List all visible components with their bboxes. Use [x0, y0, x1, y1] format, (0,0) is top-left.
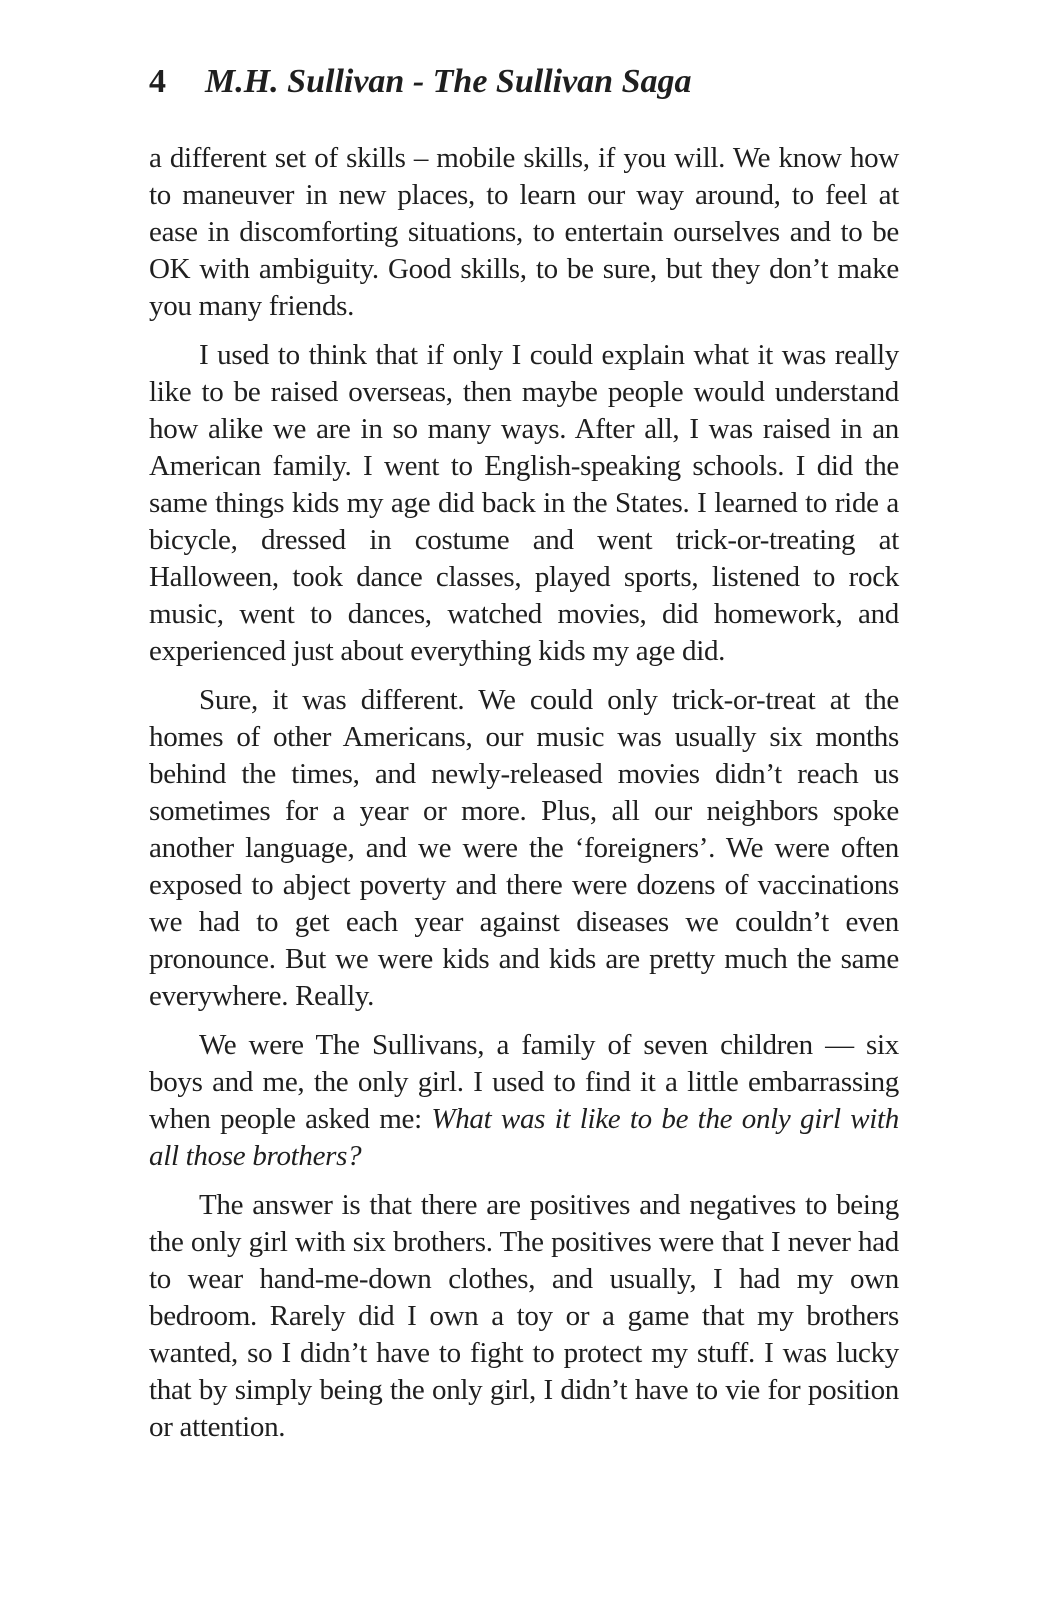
paragraph — [149, 1187, 899, 1446]
text-run: Sure, it was different. We could only trick-or-treat at the homes of other Americans, our music was usually six months behind the times, and newly-released movies didn’t reach us sometimes for a year or more. Plus, all our neighbors spoke another language, and we were the ‘foreigners’. We were often exposed to abject poverty and there were dozens of vaccinations we had to get each year against diseases we couldn’t even pronounce. But we were kids and kids are pretty much the same everywhere. Really. — [149, 684, 899, 1012]
paragraph — [149, 1027, 899, 1175]
running-title: M.H. Sullivan - The Sullivan Saga — [205, 63, 692, 100]
paragraph — [149, 337, 899, 670]
page-body — [149, 140, 899, 1446]
text-run: The answer is that there are positives and negatives to being the only girl with six brothers. The positives were that I never had to wear hand-me-down clothes, and usually, I had my own bedroom. Rarely did I own a toy or a game that my brothers wanted, so I didn’t have to fight to protect my stuff. I was lucky that by simply being the only girl, I didn’t have to vie for position or attention. — [149, 1189, 899, 1443]
page-number: 4 — [149, 63, 166, 100]
italic-text-run: What was it like to be the only girl with all those brothers? — [149, 1103, 899, 1172]
paragraph — [149, 140, 899, 325]
text-run: We were The Sullivans, a family of seven children — six boys and me, the only girl. I used to find it a little embarrassing when people asked me: — [149, 1029, 899, 1135]
text-run: I used to think that if only I could explain what it was really like to be raised overseas, then maybe people would understand how alike we are in so many ways. After all, I was raised in an American family. I went to English-speaking schools. I did the same things kids my age did back in the States. I learned to ride a bicycle, dressed in costume and went trick-or-treating at Halloween, took dance classes, played sports, listened to rock music, went to dances, watched movies, did homework, and experienced just about everything kids my age did. — [149, 339, 899, 667]
paragraph — [149, 682, 899, 1015]
text-run: a different set of skills – mobile skills, if you will. We know how to maneuver in new places, to learn our way around, to feel at ease in discomforting situations, to entertain ourselves and to be OK with ambiguity. Good skills, to be sure, but they don’t make you many friends. — [149, 142, 899, 322]
page-header — [149, 62, 899, 102]
